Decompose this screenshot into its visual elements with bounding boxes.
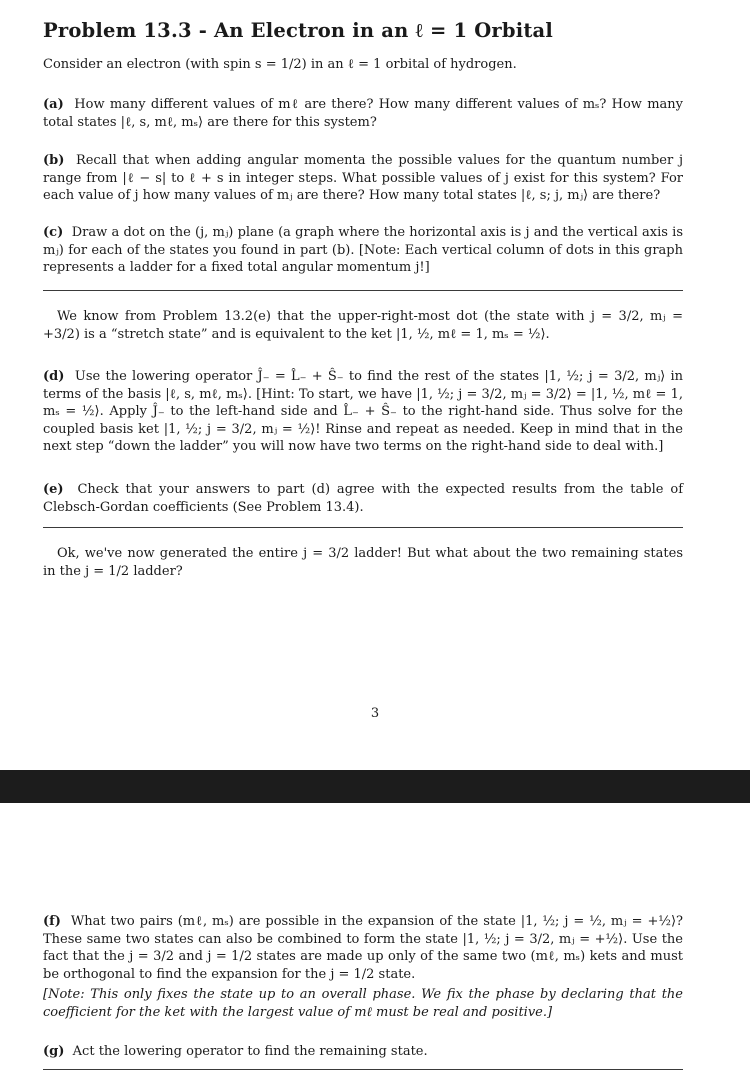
part-f-label: (f) (43, 914, 61, 929)
part-c (43, 224, 683, 277)
part-d-label: (d) (43, 369, 65, 384)
part-d (43, 368, 683, 456)
part-e (43, 481, 683, 516)
section-divider-2 (43, 527, 683, 528)
intro-text: Consider an electron (with spin s = 1/2) in an ℓ = 1 orbital of hydrogen. (43, 57, 517, 72)
interlude-text-2: Ok, we've now generated the entire j = 3/2 ladder! But what about the two remaining states in the j = 1/2 ladder? (43, 546, 683, 579)
part-b-text: Recall that when adding angular momenta the possible values for the quantum number j range from |ℓ − s| to ℓ + s in integer steps. What possible values of j exist for this system? For each value of j how many values of mⱼ are there? How many total states |ℓ, s; j, mⱼ⟩ are there? (43, 153, 683, 203)
part-c-text: Draw a dot on the (j, mⱼ) plane (a graph where the horizontal axis is j and the vertical axis is mⱼ) for each of the states you found in part (b). [Note: Each vertical column of dots in this graph represents a ladder for a fixed total angular momentum j!] (43, 225, 684, 275)
section-divider-1 (43, 290, 683, 291)
part-d-text: Use the lowering operator Ĵ₋ = L̂₋ + Ŝ₋ to find the rest of the states |1, ½; j = 3/2, mⱼ⟩ in terms of the basis |ℓ, s, mℓ, mₛ⟩. [Hint: To start, we have |1, ½; j = 3/2, mⱼ = 3/2⟩ = |1, ½, mℓ = 1, mₛ = ½⟩. Apply Ĵ₋ to the left-hand side and L̂₋ + Ŝ₋ to the right-hand side. Thus solve for the coupled basis ket |1, ½; j = 3/2, mⱼ = ½⟩! Rinse and repeat as needed. Keep in mind that in the next step “down the ladder” you will now have two terms on the right-hand side to deal with.] (43, 369, 683, 454)
part-b (43, 152, 683, 205)
part-f (43, 913, 683, 983)
part-g-text: Act the lowering operator to find the remaining state. (72, 1044, 428, 1059)
part-a (43, 96, 683, 131)
part-c-label: (c) (43, 225, 64, 240)
page-2 (0, 803, 750, 1077)
part-g (43, 1043, 683, 1061)
part-f-text: What two pairs (mℓ, mₛ) are possible in the expansion of the state |1, ½; j = ½, mⱼ = +½⟩? These same two states can also be combined to form the state |1, ½; j = 3/2, mⱼ = +½⟩. Use the fact that the j = 3/2 and j = 1/2 states are made up only of the same two (mℓ, mₛ) kets and must be orthogonal to find the expansion for the j = 1/2 state. (43, 914, 684, 982)
page-number: 3 (370, 706, 380, 721)
part-a-label: (a) (43, 97, 64, 112)
interlude-text-1: We know from Problem 13.2(e) that the upper-right-most dot (the state with j = 3/2, mⱼ = +3/2) is a “stretch state” and is equivalent to the ket |1, ½, mℓ = 1, mₛ = ½⟩. (43, 309, 683, 342)
section-divider-3 (43, 1069, 683, 1070)
problem-title: Problem 13.3 - An Electron in an ℓ = 1 Orbital (43, 19, 553, 42)
part-e-label: (e) (43, 482, 64, 497)
part-g-label: (g) (43, 1044, 65, 1059)
part-f-note: [Note: This only fixes the state up to an overall phase. We fix the phase by declaring that the coefficient for the ket with the largest value of mℓ must be real and positive.] (43, 987, 683, 1020)
part-b-label: (b) (43, 153, 65, 168)
part-a-text: How many different values of mℓ are there? How many different values of mₛ? How many total states |ℓ, s, mℓ, mₛ⟩ are there for this system? (43, 97, 683, 130)
part-e-text: Check that your answers to part (d) agree with the expected results from the table of Clebsch-Gordan coefficients (See Problem 13.4). (43, 482, 683, 515)
